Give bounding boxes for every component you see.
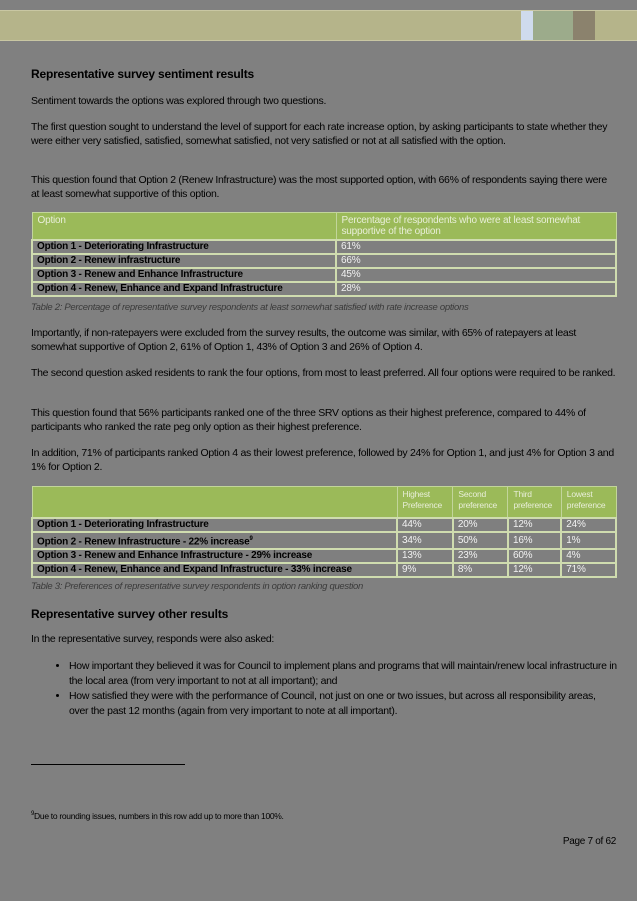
header-second: Second preference bbox=[453, 487, 508, 519]
paragraph-first-question: The first question sought to understand the level of support for each rate increase option, by asking participants to state whether they were either very satisfied, satisfied, somewhat satisfied, not very satisfied or not at all satisfied with the option. bbox=[31, 121, 608, 147]
table-row bbox=[32, 549, 616, 563]
header-color-block-brown bbox=[573, 11, 595, 40]
header-blank bbox=[32, 487, 397, 519]
option-text: Option 3 - Renew and Enhance Infrastructure - 29% increase bbox=[37, 550, 313, 562]
option-label bbox=[32, 549, 397, 563]
option-text: Option 2 - Renew Infrastructure - 22% increase bbox=[37, 536, 250, 548]
list-item: • How important they believed it was for Council to implement plans and programs that will maintain/renew local infrastructure in the local area (from very important to not at all important); and bbox=[69, 659, 617, 689]
paragraph-lowest-preference: In addition, 71% of participants ranked Option 4 as their lowest preference, followed by 24% for Option 1, and just 4% for Option 3 and 1% for Option 2. bbox=[31, 447, 614, 473]
list-item: • How satisfied they were with the performance of Council, not just on one or two issues, but across all responsibility areas, over the past 12 months (again from very important to note at all important). bbox=[69, 689, 617, 719]
header-color-block-blue bbox=[521, 11, 533, 40]
third-value: 16% bbox=[508, 532, 561, 549]
table-row bbox=[32, 532, 616, 549]
table-row bbox=[32, 268, 616, 282]
preference-table bbox=[31, 486, 617, 578]
lowest-value: 24% bbox=[561, 518, 616, 532]
support-value: 66% bbox=[336, 254, 616, 268]
header-lowest: Lowest preference bbox=[561, 487, 616, 519]
option-text: Option 1 - Deteriorating Infrastructure bbox=[37, 519, 209, 530]
option-label: Option 2 - Renew infrastructure bbox=[32, 254, 336, 268]
option-label bbox=[32, 518, 397, 532]
header-color-block-green bbox=[533, 11, 573, 40]
other-results-list bbox=[31, 659, 617, 719]
third-value: 60% bbox=[508, 549, 561, 563]
header-option: Option bbox=[32, 213, 336, 241]
paragraph-ratepayers: Importantly, if non-ratepayers were excluded from the survey results, the outcome was similar, with 65% of ratepayers at least somewhat supportive of Option 2, 61% of Option 1, 43% of Option 3 and 26% of Option 4. bbox=[31, 327, 577, 353]
highest-value: 44% bbox=[397, 518, 453, 532]
section-title-other-results: Representative survey other results bbox=[31, 607, 229, 621]
highest-value: 34% bbox=[397, 532, 453, 549]
section-title-sentiment: Representative survey sentiment results bbox=[31, 67, 254, 81]
paragraph-highest-preference: This question found that 56% participants ranked one of the three SRV options as their highest preference, compared to 44% of participants who ranked the rate peg only option as their highest preference. bbox=[31, 407, 586, 433]
option-label: Option 1 - Deteriorating Infrastructure bbox=[32, 240, 336, 254]
page-number: Page 7 of 62 bbox=[562, 836, 616, 847]
second-value: 23% bbox=[453, 549, 508, 563]
paragraph-option2-supported: This question found that Option 2 (Renew Infrastructure) was the most supported option, with 66% of respondents saying there were at least somewhat supportive of this option. bbox=[31, 174, 607, 200]
header-percentage: Percentage of respondents who were at least somewhat supportive of the option bbox=[336, 213, 616, 241]
table2-caption: Table 2: Percentage of representative survey respondents at least somewhat satisfied with rate increase options bbox=[31, 302, 469, 313]
second-value: 50% bbox=[453, 532, 508, 549]
table-row bbox=[32, 254, 616, 268]
second-value: 20% bbox=[453, 518, 508, 532]
header-third: Third preference bbox=[508, 487, 561, 519]
support-value: 45% bbox=[336, 268, 616, 282]
table-row bbox=[32, 518, 616, 532]
lowest-value: 71% bbox=[561, 563, 616, 577]
table-row bbox=[32, 240, 616, 254]
option-label bbox=[32, 532, 397, 549]
footnote bbox=[31, 811, 284, 821]
support-table-header bbox=[32, 213, 616, 241]
preference-table-header bbox=[32, 487, 616, 519]
lowest-value: 1% bbox=[561, 532, 616, 549]
option-text: Option 4 - Renew, Enhance and Expand Infrastructure - 33% increase bbox=[37, 564, 352, 576]
footnote-divider bbox=[31, 764, 185, 765]
third-value: 12% bbox=[508, 563, 561, 577]
document-header-band bbox=[0, 10, 637, 41]
footnote-text: Due to rounding issues, numbers in this row add up to more than 100%. bbox=[34, 811, 284, 821]
support-value: 61% bbox=[336, 240, 616, 254]
option-label: Option 3 - Renew and Enhance Infrastructure bbox=[32, 268, 336, 282]
paragraph-intro: Sentiment towards the options was explored through two questions. bbox=[31, 95, 327, 107]
table-row bbox=[32, 282, 616, 296]
table-row bbox=[32, 563, 616, 577]
footnote-marker: 9 bbox=[31, 811, 35, 818]
footnote-ref[interactable]: 9 bbox=[249, 536, 253, 542]
option-label: Option 4 - Renew, Enhance and Expand Infrastructure bbox=[32, 282, 336, 296]
third-value: 12% bbox=[508, 518, 561, 532]
paragraph-second-question: The second question asked residents to rank the four options, from most to least preferred. All four options were required to be ranked. bbox=[31, 367, 616, 379]
highest-value: 13% bbox=[397, 549, 453, 563]
table3-caption: Table 3: Preferences of representative survey respondents in option ranking question bbox=[31, 581, 363, 592]
second-value: 8% bbox=[453, 563, 508, 577]
highest-value: 9% bbox=[397, 563, 453, 577]
paragraph-other-intro: In the representative survey, responds were also asked: bbox=[31, 633, 275, 645]
option-label bbox=[32, 563, 397, 577]
lowest-value: 4% bbox=[561, 549, 616, 563]
support-value: 28% bbox=[336, 282, 616, 296]
support-table bbox=[31, 212, 617, 297]
header-highest: Highest Preference bbox=[397, 487, 453, 519]
